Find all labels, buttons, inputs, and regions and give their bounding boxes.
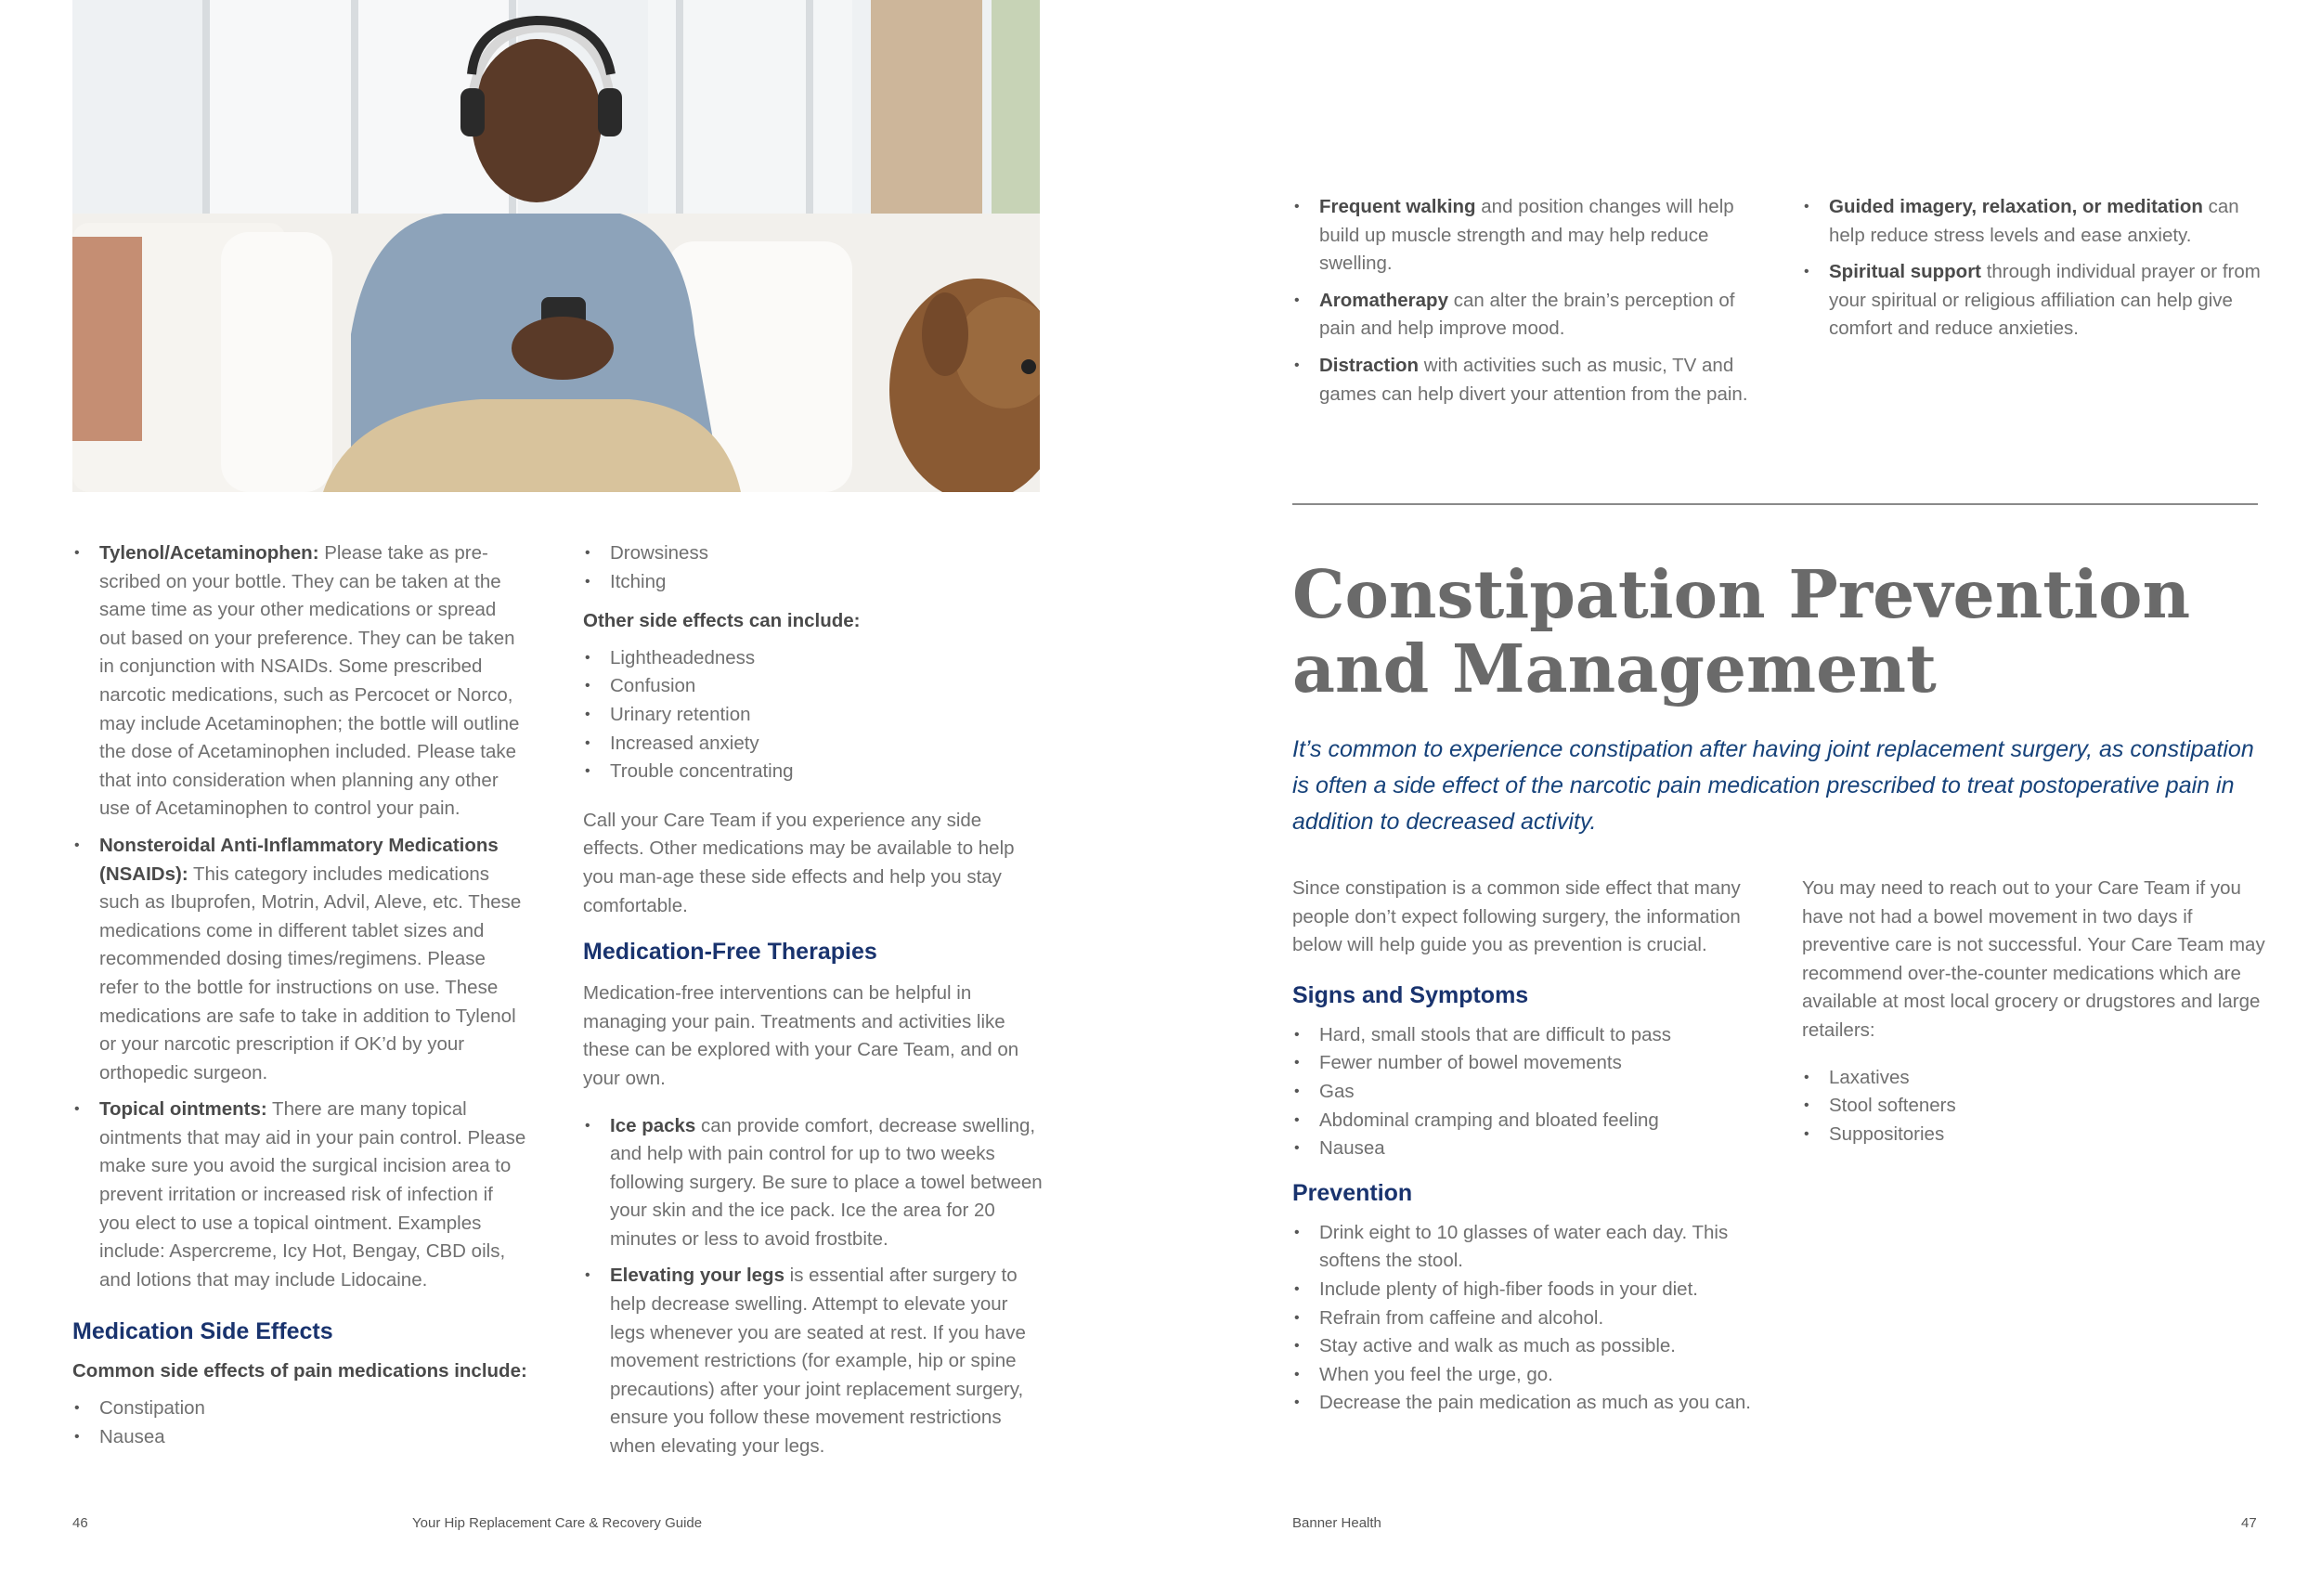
side-effects-list	[72, 1395, 527, 1451]
signs-and-symptoms-heading: Signs and Symptoms	[1292, 981, 1529, 1008]
list-item: • Fewer number of bowel movements	[1292, 1049, 1775, 1078]
constipation-title	[1292, 557, 2276, 706]
item-lead: Guided imagery, relaxation, or meditation	[1829, 196, 2203, 217]
item-text: This category includes medications such as Ibuprofen, Motrin, Advil, Aleve, etc. These medications come in different tablet sizes and recommended dosing times/regimens. Please refer to the bottle for instructions on use. These medications are safe to take in addition to Tylenol or your narcotic prescription if OK’d by your orthopedic surgeon.	[99, 863, 522, 1083]
page-number-right: 47	[2241, 1515, 2257, 1531]
item-lead: Elevating your legs	[610, 1265, 784, 1287]
item-lead: Nonsteroidal Anti-Inflammatory Medications (NSAIDs):	[99, 834, 499, 885]
item-lead: Distraction	[1319, 354, 1420, 376]
footer-brand: Banner Health	[1292, 1515, 1381, 1531]
signs-list	[1292, 1021, 1775, 1163]
list-item: • Refrain from caffeine and alcohol.	[1292, 1304, 1775, 1333]
other-side-effects-heading: Other side effects can include:	[583, 610, 861, 632]
list-item: • Drink eight to 10 glasses of water each day. This softens the stool.	[1292, 1219, 1775, 1276]
item-text: can help reduce stress levels and ease anxiety.	[1829, 196, 2239, 246]
photo-illustration	[72, 0, 1040, 492]
list-item	[72, 832, 527, 1087]
prevention-list	[1292, 1219, 1775, 1418]
item-text: Please take as pre-scribed on your bottle. They can be taken at the same time as your other medications or spread out based on your preference. They can be taken in conjunction with NSAIDs. Some prescribed narcotic medications, such as Percocet or Norco, may include Acetaminophen; the bottle will outline the dose of Acetaminophen included. Please take that into consideration when planning any other use of Acetaminophen to control your pain.	[99, 542, 520, 820]
item-text: with activities such as music, TV and games can help divert your attention from the pain.	[1319, 354, 1748, 405]
prevention-heading: Prevention	[1292, 1179, 1413, 1206]
list-item: • Nausea	[72, 1423, 527, 1452]
page-number-left: 46	[72, 1515, 88, 1531]
list-item: • Constipation	[72, 1395, 527, 1423]
list-item: • Drowsiness	[583, 539, 1047, 568]
right-bottom-column-2	[1802, 875, 2266, 1148]
item-lead: Frequent walking	[1319, 196, 1476, 217]
reach-out-text: You may need to reach out to your Care Team if you have not had a bowel movement in two days if preventive care is not successful. Your Care Team may recommend over-the-counter medications which are available at most local grocery or drugstores and large retailers:	[1802, 877, 2265, 1041]
right-bottom-column-1	[1292, 875, 1775, 1418]
item-lead: Ice packs	[610, 1114, 696, 1136]
list-item: • Increased anxiety	[583, 730, 1047, 759]
medication-free-therapies-heading: Medication-Free Therapies	[583, 939, 877, 966]
list-item: • Itching	[583, 568, 1047, 597]
list-item: • Stool softeners	[1802, 1092, 2266, 1121]
therapies-list	[583, 1112, 1047, 1461]
title-line-2: and Management	[1292, 629, 1937, 707]
list-item: • Urinary retention	[583, 701, 1047, 730]
side-effects-continued-list	[583, 539, 1047, 596]
item-text: There are many topical ointments that may aid in your pain control. Please make sure you avoid the surgical incision area to prevent irritation or increased risk of infection if you elect to use a topical ointment. Examples include: Aspercreme, Icy Hot, Bengay, CBD oils, and lotions that may include Lidocaine.	[99, 1098, 526, 1291]
constipation-intro: It’s common to experience constipation after having joint replacement surgery, as constipation is often a side effect of the narcotic pain medication prescribed to treat postoperative pain in addition to decreased activity.	[1292, 736, 2254, 835]
list-item	[583, 1112, 1047, 1254]
pain-medication-list	[72, 539, 527, 1294]
list-item	[1802, 258, 2266, 344]
right-top-column-2	[1802, 193, 2266, 344]
therapies-intro: Medication-free interventions can be helpful in managing your pain. Treatments and activities like these can be explored with your Care Team, and on your own.	[583, 982, 1019, 1089]
item-lead: Spiritual support	[1829, 261, 1981, 283]
list-item: • Suppositories	[1802, 1121, 2266, 1149]
title-line-1: Constipation Prevention	[1292, 555, 2191, 633]
list-item	[72, 1096, 527, 1294]
call-care-team-text: Call your Care Team if you experience any side effects. Other medications may be available to help you man-age these side effects and help you stay comfortable.	[583, 809, 1015, 916]
item-lead: Aromatherapy	[1319, 289, 1448, 311]
section-divider	[1292, 503, 2258, 505]
item-text: is essential after surgery to help decrease swelling. Attempt to elevate your legs whenever you are seated at rest. If you have movement restrictions (for example, hip or spine precautions) after your joint replacement surgery, ensure you follow these movement restrictions when elevating your legs.	[610, 1265, 1026, 1458]
item-text: can provide comfort, decrease swelling, and help with pain control for up to two weeks following surgery. Be sure to place a towel between your skin and the ice pack. Ice the area for 20 minutes or less to avoid frostbite.	[610, 1114, 1043, 1250]
footer-guide-title: Your Hip Replacement Care & Recovery Guide	[412, 1515, 703, 1531]
list-item	[72, 539, 527, 824]
list-item	[1802, 193, 2266, 250]
list-item: • When you feel the urge, go.	[1292, 1361, 1775, 1390]
therapies-continued-list	[1292, 193, 1766, 409]
item-text: and position changes will help build up muscle strength and may help reduce swelling.	[1319, 196, 1734, 275]
item-lead: Topical ointments:	[99, 1098, 267, 1121]
item-text: can alter the brain’s perception of pain and help improve mood.	[1319, 289, 1735, 340]
left-column-1	[72, 539, 527, 1451]
list-item: • Nausea	[1292, 1135, 1775, 1163]
list-item	[1292, 287, 1766, 344]
photo-man-with-headphones-and-dog	[72, 0, 1040, 492]
list-item: • Hard, small stools that are difficult to pass	[1292, 1021, 1775, 1050]
list-item: • Abdominal cramping and bloated feeling	[1292, 1107, 1775, 1135]
list-item: • Include plenty of high-fiber foods in your diet.	[1292, 1276, 1775, 1304]
constipation-body: Since constipation is a common side effect that many people don’t expect following surgery, the information below will help guide you as prevention is crucial.	[1292, 877, 1741, 956]
list-item	[1292, 352, 1766, 409]
list-item	[1292, 193, 1766, 279]
therapies-continued-list-2	[1802, 193, 2266, 344]
list-item: • Confusion	[583, 672, 1047, 701]
side-effects-subheading: Common side effects of pain medications include:	[72, 1360, 527, 1382]
list-item: • Laxatives	[1802, 1064, 2266, 1093]
list-item: • Lightheadedness	[583, 644, 1047, 673]
list-item: • Decrease the pain medication as much as you can.	[1292, 1389, 1775, 1418]
right-top-column-1	[1292, 193, 1766, 409]
otc-list	[1802, 1064, 2266, 1149]
side-effects-heading: Medication Side Effects	[72, 1318, 333, 1345]
list-item: • Stay active and walk as much as possible.	[1292, 1332, 1775, 1361]
list-item: • Trouble concentrating	[583, 758, 1047, 786]
other-side-effects-list	[583, 644, 1047, 786]
item-text: through individual prayer or from your spiritual or religious affiliation can help give comfort and reduce anxieties.	[1829, 261, 2261, 340]
list-item	[583, 1262, 1047, 1460]
left-column-2	[583, 539, 1047, 1461]
item-lead: Tylenol/Acetaminophen:	[99, 542, 319, 564]
list-item: • Gas	[1292, 1078, 1775, 1107]
